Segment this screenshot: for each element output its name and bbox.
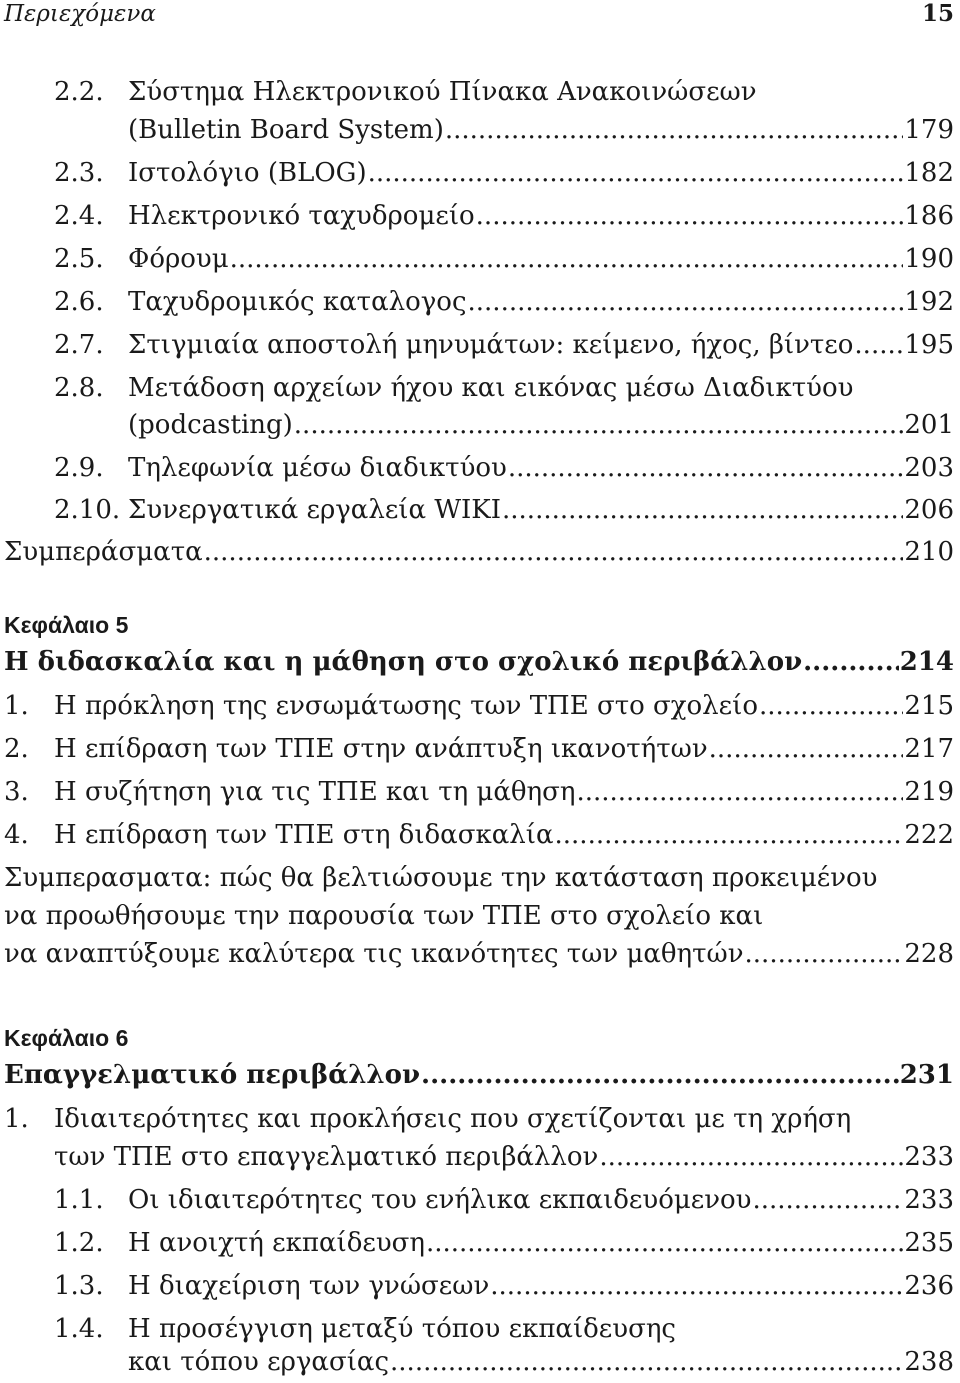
toc-entry[interactable]	[0, 72, 954, 112]
header-page-number: 15	[921, 0, 954, 27]
entry-title: Συμπερασματα: πώς θα βελτιώσουμε την κατάσταση προκειμένου	[4, 863, 878, 893]
entry-page: 215	[904, 691, 954, 721]
entry-page: 192	[904, 287, 954, 317]
toc-entry[interactable]	[0, 896, 954, 936]
entry-page: 236	[904, 1271, 954, 1301]
entry-title: των ΤΠΕ στο επαγγελματικό περιβάλλον	[54, 1142, 599, 1172]
toc-entry[interactable]	[0, 405, 954, 445]
entry-page: 238	[904, 1347, 954, 1377]
dot-leader	[745, 934, 904, 974]
chapter-title: Επαγγελματικό περιβάλλον	[4, 1060, 421, 1090]
entry-number: 1.3.	[54, 1271, 104, 1301]
entry-page: 195	[904, 330, 954, 360]
toc-entry[interactable]	[0, 772, 954, 812]
dot-leader	[230, 239, 904, 279]
entry-number: 4.	[4, 820, 29, 850]
entry-title: Τηλεφωνία μέσω διαδικτύου	[128, 453, 507, 483]
entry-page: 219	[904, 777, 954, 807]
entry-title: να προωθήσουμε την παρουσία των ΤΠΕ στο σχολείο και	[4, 901, 764, 931]
entry-page: 217	[904, 734, 954, 764]
entry-title: Σύστημα Ηλεκτρονικού Πίνακα Ανακοινώσεων	[128, 77, 757, 107]
entry-title: Φόρουμ	[128, 244, 229, 274]
entry-title: Η ανοιχτή εκπαίδευση	[128, 1228, 425, 1258]
dot-leader	[204, 532, 904, 572]
entry-title: Στιγμιαία αποστολή μηνυμάτων: κείμενο, ήχος, βίντεο	[128, 330, 854, 360]
entry-number: 2.6.	[54, 287, 104, 317]
running-header	[0, 0, 960, 30]
entry-number: 2.7.	[54, 330, 104, 360]
entry-title: Η συζήτηση για τις ΤΠΕ και τη μάθηση	[54, 777, 576, 807]
toc-entry[interactable]	[0, 239, 954, 279]
entry-page: 235	[904, 1228, 954, 1258]
toc-entry[interactable]	[0, 282, 954, 322]
chapter-page: 231	[899, 1060, 954, 1090]
dot-leader	[468, 282, 904, 322]
entry-title: Συμπεράσματα	[4, 537, 203, 567]
entry-number: 2.5.	[54, 244, 104, 274]
entry-title: Μετάδοση αρχείων ήχου και εικόνας μέσω Διαδικτύου	[128, 373, 854, 403]
chapter-label: Κεφάλαιο 6	[4, 1025, 129, 1051]
dot-leader	[421, 1055, 899, 1095]
toc-entry[interactable]	[0, 1223, 954, 1263]
dot-leader	[803, 642, 899, 682]
entry-number: 2.9.	[54, 453, 104, 483]
chapter-title-entry[interactable]	[0, 642, 954, 682]
toc-entry[interactable]	[0, 490, 954, 530]
entry-number: 2.3.	[54, 158, 104, 188]
toc-entry[interactable]	[0, 686, 954, 726]
entry-number: 1.	[4, 1104, 29, 1134]
entry-number: 2.2.	[54, 77, 104, 107]
toc-entry[interactable]	[0, 1137, 954, 1177]
entry-title: Ιστολόγιο (BLOG)	[128, 158, 367, 188]
toc-entry[interactable]	[0, 729, 954, 769]
entry-page: 182	[904, 158, 954, 188]
toc-entry[interactable]	[0, 934, 954, 974]
toc-entry[interactable]	[0, 196, 954, 236]
entry-number: 1.4.	[54, 1314, 104, 1344]
dot-leader	[390, 1342, 903, 1382]
toc-entry[interactable]	[0, 1342, 954, 1382]
dot-leader	[368, 153, 904, 193]
toc-entry[interactable]	[0, 1266, 954, 1306]
dot-leader	[709, 729, 904, 769]
dot-leader	[599, 1137, 903, 1177]
dot-leader	[555, 815, 904, 855]
toc-entry[interactable]	[0, 1180, 954, 1220]
entry-page: 233	[904, 1185, 954, 1215]
entry-title: Η προσέγγιση μεταξύ τόπου εκπαίδευσης	[128, 1314, 676, 1344]
header-title: Περιεχόμενα	[4, 1, 156, 27]
dot-leader	[445, 110, 904, 150]
dot-leader	[502, 490, 903, 530]
dot-leader	[752, 1180, 903, 1220]
entry-number: 1.	[4, 691, 29, 721]
entry-page: 210	[904, 537, 954, 567]
chapter-title: Η διδασκαλία και η μάθηση στο σχολικό περιβάλλον	[4, 647, 803, 677]
toc-entry[interactable]	[0, 858, 954, 898]
entry-page: 186	[904, 201, 954, 231]
entry-number: 2.4.	[54, 201, 104, 231]
dot-leader	[759, 686, 903, 726]
toc-entry[interactable]	[0, 153, 954, 193]
toc-entry[interactable]	[0, 448, 954, 488]
chapter-label: Κεφάλαιο 5	[4, 612, 129, 638]
entry-title: Συνεργατικά εργαλεία WIKI	[128, 495, 502, 525]
toc-entry[interactable]	[0, 325, 954, 365]
entry-title: (Bulletin Board System)	[128, 115, 444, 145]
entry-title: και τόπου εργασίας	[128, 1347, 390, 1377]
entry-page: 190	[904, 244, 954, 274]
entry-title: να αναπτύξουμε καλύτερα τις ικανότητες των μαθητών	[4, 939, 744, 969]
dot-leader	[508, 448, 904, 488]
dot-leader	[854, 325, 903, 365]
entry-title: Ταχυδρομικός καταλογος	[128, 287, 467, 317]
entry-title: Οι ιδιαιτερότητες του ενήλικα εκπαιδευόμενου	[128, 1185, 752, 1215]
entry-page: 222	[904, 820, 954, 850]
entry-title: Η πρόκληση της ενσωμάτωσης των ΤΠΕ στο σχολείο	[54, 691, 758, 721]
entry-page: 206	[904, 495, 954, 525]
chapter-title-entry[interactable]	[0, 1055, 954, 1095]
entry-number: 1.1.	[54, 1185, 104, 1215]
toc-entry[interactable]	[0, 110, 954, 150]
entry-number: 2.	[4, 734, 29, 764]
entry-number: 2.10.	[54, 495, 121, 525]
dot-leader	[294, 405, 904, 445]
dot-leader	[426, 1223, 903, 1263]
entry-page: 228	[904, 939, 954, 969]
dot-leader	[576, 772, 903, 812]
entry-number: 3.	[4, 777, 29, 807]
toc-entry[interactable]	[0, 368, 954, 408]
entry-title: Η επίδραση των ΤΠΕ στη διδασκαλία	[54, 820, 554, 850]
chapter-page: 214	[899, 647, 954, 677]
entry-title: Η επίδραση των ΤΠΕ στην ανάπτυξη ικανοτήτων	[54, 734, 708, 764]
entry-page: 201	[904, 410, 954, 440]
entry-number: 1.2.	[54, 1228, 104, 1258]
entry-title: Ηλεκτρονικό ταχυδρομείο	[128, 201, 475, 231]
entry-title: Ιδιαιτερότητες και προκλήσεις που σχετίζονται με τη χρήση	[54, 1104, 852, 1134]
dot-leader	[476, 196, 904, 236]
entry-title: Η διαχείριση των γνώσεων	[128, 1271, 490, 1301]
entry-title: (podcasting)	[128, 410, 293, 440]
dot-leader	[490, 1266, 903, 1306]
toc-entry[interactable]	[0, 1099, 954, 1139]
entry-page: 203	[904, 453, 954, 483]
entry-page: 179	[904, 115, 954, 145]
toc-entry[interactable]	[0, 815, 954, 855]
entry-number: 2.8.	[54, 373, 104, 403]
entry-page: 233	[904, 1142, 954, 1172]
toc-entry[interactable]	[0, 532, 954, 572]
